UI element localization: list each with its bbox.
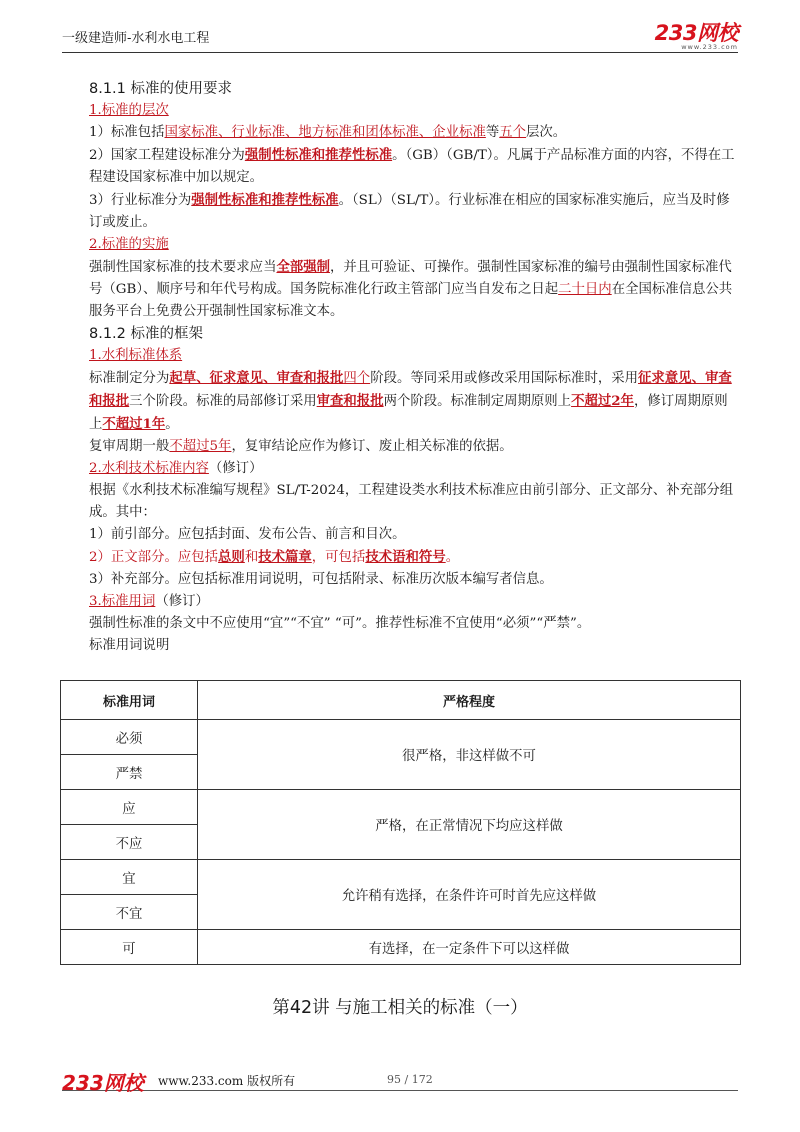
subheading-levels: 1.标准的层次 [89,103,169,118]
para-content-intro: 根据《水利技术标准编写规程》SL/T-2024，工程建设类水利技术标准应由前引部分、正文部分、补充部分组成。其中： [89,483,734,520]
table-cell-term: 必须 [61,720,198,755]
para-industry-standards: 3）行业标准分为强制性标准和推荐性标准。（SL）（SL/T）。行业标准在相应的国家标准实施后，应当及时修订或废止。 [89,192,730,230]
table-cell-degree: 很严格，非这样做不可 [198,720,741,790]
table-header-degree: 严格程度 [198,681,741,720]
table-row [61,930,741,965]
table-row [61,860,741,895]
section-title-811: 8.1.1 标准的使用要求 [89,81,233,97]
page-footer [62,1067,738,1093]
subheading-terms: 3.标准用词（修订） [89,594,209,609]
table-cell-degree: 严格，在正常情况下均应这样做 [198,790,741,860]
para-implementation: 强制性国家标准的技术要求应当全部强制，并且可验证、可操作。强制性国家标准的编号由强制性国家标准代号（GB）、顺序号和年代号构成。国务院标准化行政主管部门应当自发布之日起二十日内在全国标准信息公共服务平台上免费公开强制性国家标准文本。 [89,259,733,319]
table-caption: 标准用词说明 [89,638,170,653]
para-stages: 标准制定分为起草、征求意见、审查和报批四个阶段。等同采用或修改采用国际标准时，采用征求意见、审查和报批三个阶段。标准的局部修订采用审查和报批两个阶段。标准制定周期原则上不超过2年，修订周期原则上不超过1年。 [89,370,732,432]
table-header-term: 标准用词 [61,681,198,720]
section-title-812: 8.1.2 标准的框架 [89,326,204,342]
table-cell-degree: 允许稍有选择，在条件许可时首先应这样做 [198,860,741,930]
para-standard-levels: 1）标准包括国家标准、行业标准、地方标准和团体标准、企业标准等五个层次。 [89,125,567,140]
footer-logo: 233网校 [62,1071,144,1095]
table-cell-term: 可 [61,930,198,965]
para-review-cycle: 复审周期一般不超过5年，复审结论应作为修订、废止相关标准的依据。 [89,439,513,454]
para-term-usage: 强制性标准的条文中不应使用“宜”“不宜” “可”。推荐性标准不宜使用“必须”“严禁”。 [89,616,591,631]
document-body [89,78,739,657]
table-row [61,790,741,825]
table-cell-term: 应 [61,790,198,825]
brand-logo [655,22,738,51]
table-cell-term: 不应 [61,825,198,860]
para-main-part: 2）正文部分。应包括总则和技术篇章，可包括技术语和符号。 [89,549,460,565]
table-header-row [61,681,741,720]
para-front-part: 1）前引部分。应包括封面、发布公告、前言和目次。 [89,527,406,542]
brand-logo-url: www.233.com [681,43,738,51]
page-number: 95 / 172 [387,1073,433,1086]
table-cell-degree: 有选择，在一定条件下可以这样做 [198,930,741,965]
para-national-standards: 2）国家工程建设标准分为强制性标准和推荐性标准。（GB）（GB/T）。凡属于产品标准方面的内容，不得在工程建设国家标准中加以规定。 [89,147,735,185]
subheading-system: 1.水利标准体系 [89,348,183,363]
page-header [62,22,738,53]
table-cell-term: 严禁 [61,755,198,790]
lecture-title: 第42讲 与施工相关的标准（一） [272,998,528,1018]
para-supplement-part: 3）补充部分。应包括标准用词说明，可包括附录、标准历次版本编写者信息。 [89,572,553,587]
terms-table [60,680,741,965]
subheading-content: 2.水利技术标准内容（修订） [89,461,263,476]
brand-logo-text: 233网校 [654,21,738,45]
table-cell-term: 宜 [61,860,198,895]
table-cell-term: 不宜 [61,895,198,930]
footer-copyright: www.233.com 版权所有 [158,1074,296,1088]
subheading-implementation: 2.标准的实施 [89,237,169,252]
header-course-title: 一级建造师-水利水电工程 [62,31,210,46]
table-row [61,720,741,755]
